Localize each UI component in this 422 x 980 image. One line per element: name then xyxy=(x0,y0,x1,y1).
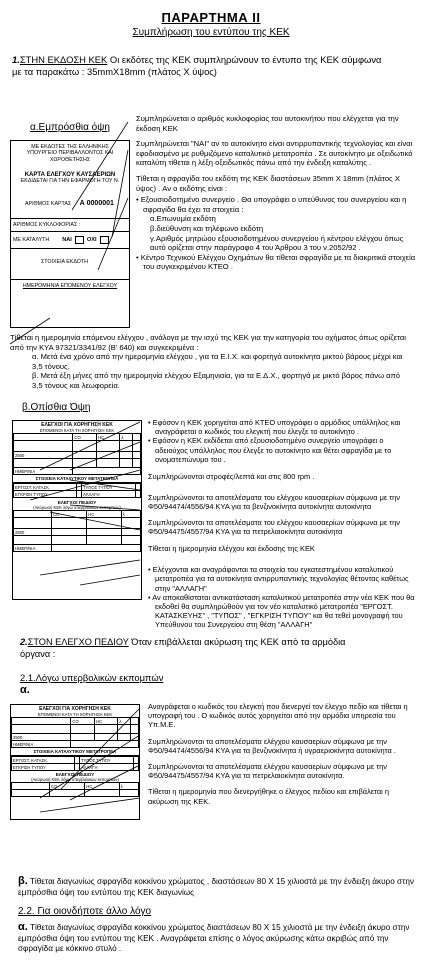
section1-number: 1. xyxy=(12,54,20,65)
back-cancel-note: (Ακύρωση ΚΕΚ λόγω υπερβολικών εκπομπών) xyxy=(33,505,121,510)
section1-heading: ΣΤΗΝ ΕΚΔΟΣΗ ΚΕΚ xyxy=(19,54,108,65)
back-note-rpm: Συμπληρώνονται στροφές/λεπτά και στις 800 rpm . xyxy=(148,472,315,482)
sub2-a-number: α. xyxy=(18,921,28,933)
card-catalyst-label: ΜΕ ΚΑΤΑΛΥΤΗ xyxy=(13,236,50,243)
front-note-stamp: Τίθεται η σφραγίδα του εκδότη της ΚΕΚ διαστάσεων 35mm Χ 18mm (πλάτος Χ ύψος) . Αν ο εκδότης είναι : xyxy=(136,173,400,193)
card-title: ΚΑΡΤΑ ΕΛΕΓΧΟΥ ΚΑΥΣΑΕΡΙΩΝ xyxy=(24,172,116,179)
section1-intro-line2: με τα παρακάτω : 35mmX18mm (πλάτος Χ ύψος) xyxy=(12,66,217,77)
issuer-bullet-kteo: • Κέντρο Τεχνικού Ελέγχου Οχημάτων θα τίθεται σφραγίδα με τα διακριτικά στοιχεία του συγκεκριμένου ΚΤΕΟ . xyxy=(136,252,416,272)
back-cat-header: ΣΤΟΙΧΕΙΑ ΚΑΤΑΛΥΤΙΚΟΥ ΜΕΤΑΤΡΟΠΕΑ xyxy=(13,475,141,483)
front-view-label: α.Εμπρόσθια όψη xyxy=(30,122,110,133)
col-co: CO xyxy=(73,434,97,441)
back-table-top xyxy=(13,433,141,475)
card-yes: ΝΑΙ xyxy=(62,237,72,244)
card-number-label: ΑΡΙΘΜΟΣ ΚΑΡΤΑΣ xyxy=(25,200,72,207)
kek-back-card xyxy=(12,420,142,600)
field-table-bottom: CO HC λ xyxy=(11,782,139,797)
section2-number: 2. xyxy=(20,637,28,647)
front-note-catalyst: Συμπληρώνεται "ΝΑΙ" αν το αυτοκίνητο είναι αντιρρυπαντικής τεχνολογίας και είναι εφοδιασμένο με ρυθμιζόμενο καταλυτικό μετατροπέα . Σε αυτοκίνητο με οξειδωτικό καταλύτη τίθεται η λέξη οξειδωτικός πάνω από την ένδειξη καταλύτης . xyxy=(136,139,413,168)
issuer-bullet-workshop: • Εξουσιοδοτημένο συνεργείο . Θα υπογράφει ο υπεύθυνος του συνεργείου και η σφραγίδα θα έχει τα στοιχεία : xyxy=(136,195,407,214)
back-field-header: ΕΛΕΓΧΟΙ ΠΕΔΙΟΥ xyxy=(57,500,97,505)
card-no-box xyxy=(100,236,109,244)
back-table-field: CO HC λ 2500 ΗΜΕΡ/ΝΙΑ xyxy=(13,510,141,552)
back-note-kteo: • Εφόσον η ΚΕΚ χορηγείται από ΚΤΕΟ υπογράφει ο αρμόδιος υπάλληλος και αναγράφεται ο κωδικός του ελεγκτή που έλεγξε το αυτοκίνητο . xyxy=(148,418,401,437)
section2-intro-rest: Όταν επιβάλλεται ακύρωση της ΚΕΚ από τα αρμόδια xyxy=(128,637,346,647)
next-check-box xyxy=(10,333,412,391)
sub1-b-text: Τίθεται διαγωνίως σφραγίδα κοκκίνου χρώματος , διαστάσεων 80 Χ 15 χιλιοστά με την ένδειξη άκυρο στην εμπρόσθια όψη του εντύπου της ΚΕΚ διαγωνίως xyxy=(18,877,414,897)
card-next-date: ΗΜΕΡΟΜΗΝΙΑ ΕΠΟΜΕΝΟΥ ΕΛΕΓΧΟΥ xyxy=(22,283,118,290)
sub1-a-label: α. xyxy=(20,684,30,696)
field-note-inspector: Αναγράφεται ο κωδικός του ελεγκτή που διενεργεί τον έλεγχο πεδίο και τίθεται η υπογραφή του . Ο κωδικός αυτός χορηγείται από την αρμόδια υπηρεσία του Υπ.Μ.Ε. xyxy=(148,702,408,730)
sub2-a xyxy=(18,922,416,955)
page-title: ΠΑΡΑΡΤΗΜΑ ΙΙ xyxy=(161,10,261,25)
field-table-cat: ΕΡΓΟΣΤ. ΚΑΤΑΣΚ. ΤΥΠΟΣ ΤΥΠΟΥ ΕΓΚΡΙΣΗ ΤΥΠΟΥ ΑΛΛΑΓΗ xyxy=(11,756,139,771)
card-issuer-data: ΣΤΟΙΧΕΙΑ ΕΚΔΟΤΗ xyxy=(41,259,88,266)
back-factory: ΕΡΓΟΣΤ. ΚΑΤΑΣΚ. xyxy=(14,484,77,491)
sub1-b-number: β. xyxy=(18,875,28,887)
back-header2: ΕΠΟΜΕΝΟΙ ΚΑΤΑ ΤΗ ΧΟΡΗΓΗΣΗ ΚΕΚ xyxy=(39,428,115,433)
section2-heading: ΣΤΟΝ ΕΛΕΓΧΟ ΠΕΔΙΟΥ xyxy=(27,637,129,647)
back-note-change2: • Αν αποκαθίσταται αντικατάσταση καταλυτικού μετατροπέα στην νέα ΚΕΚ που θα εκδοθεί θα συμπληρώθούν για τον νέο καταλυτικό μετατροπέα "ΕΡΓΟΣΤ. ΚΑΤΑΣΚΕΥΗΣ" , "ΤΥΠΟΣ" , "ΕΓΚΡΙΣΗ ΤΥΠΟΥ" και θα τεθεί μονογραφή του Υπεύθυνου του Συνεργείου στη θέση "ΑΛΛΑΓΗ" xyxy=(148,592,415,630)
field-notes xyxy=(148,702,416,806)
sub2-a-text: Τίθεται διαγωνίως σφραγίδα κοκκίνου χρώματος διαστάσεων 80 Χ 15 χιλιοστά με την ένδειξη άκυρο στην εμπρόσθια όψη του εντύπου της ΚΕΚ . Αναγράφεται επίσης ο λόγος ακύρωσης κάτω ακριβώς από την σφραγίδα με κόκκινο στυλό . xyxy=(18,923,410,953)
back-rpm: 2500 xyxy=(14,452,73,459)
card-subtitle: ΕΚΔΙΔΕΤΑΙ ΓΙΑ ΤΗΝ ΕΦΑΡΜΟΓΗ ΤΟΥ Ν. xyxy=(20,178,120,185)
section1-intro xyxy=(12,54,414,78)
kek-front-card xyxy=(10,140,130,328)
issuer-sub-a: α.Επωνυμία εκδότη xyxy=(150,214,216,224)
back-approval: ΕΓΚΡΙΣΗ ΤΥΠΟΥ xyxy=(14,491,77,498)
card-issuer: ΜΕ ΕΚΔΟΤΕΣ ΤΗΣ ΕΛΛΗΝΙΚΗΣ xyxy=(31,144,109,150)
back-note-petrol: Συμπληρώνονται τα αποτελέσματα του ελέγχου καυσαερίων σύμφωνα με την Φ50/94474/4556/94 ΚΥΑ για τα βενζινοκίνητα αυτοκίνητα αυτοκίνητα xyxy=(148,493,400,512)
card-plate-label: ΑΡΙΘΜΟΣ ΚΥΚΛΟΦΟΡΙΑΣ : xyxy=(13,221,81,228)
front-note-plate: Συμπληρώνεται ο αριθμός κυκλοφορίας του αυτοκινήτου που ελέγχεται για την έκδοση ΚΕΚ xyxy=(136,114,399,133)
back-change: ΑΛΛΑΓΗ xyxy=(81,491,135,498)
col-lambda: λ xyxy=(120,434,133,441)
back-note-workshop: • Εφόσον η ΚΕΚ εκδίδεται από εξουσιοδοτημένο συνεργείο υπογράφει ο αδειούχος υπάλληλος που έλεγξε το αυτοκίνητο και θέτει σφραγίδα με το ονοματεπώνυμο του . xyxy=(148,436,392,464)
back-header1: ΕΛΕΓΧΟΙ ΓΙΑ ΧΟΡΗΓΗΣΗ ΚΕΚ xyxy=(41,422,113,428)
field-note-diesel: Συμπληρώνονται τα αποτελέσματα ελέγχου καυσαερίων σύμφωνα με την Φ50/94475/4557/94 ΚΥΑ για τα πετρελαιοκίνητα αυτοκίνητα. xyxy=(148,762,387,781)
col-hc: HC xyxy=(97,434,120,441)
back-date-label: ΗΜΕΡ/ΝΙΑ xyxy=(14,468,73,475)
back-note-date: Τίθεται η ημερομηνία ελέγχου και έκδοσης της ΚΕΚ xyxy=(148,544,315,554)
front-notes xyxy=(136,114,416,272)
issuer-sub-b: β.διεύθυνση και τηλέφωνο εκδότη xyxy=(150,223,264,233)
issuer-sub-c: γ.Αριθμός μητρώου εξουσιοδοτημένου συνεργείου ή κέντρου ελέγχου όπως αυτό ορίζεται στην παράγραφο 4 του Άρθρου 3 του ν.2052/92 . xyxy=(150,233,404,253)
section1-intro-line1: Οι εκδότες της ΚΕΚ συμπληρώνουν το έντυπο της ΚΕΚ σύμφωνα xyxy=(109,54,382,65)
card-number: Α 0000001 xyxy=(79,199,114,207)
sub1-b xyxy=(18,876,416,898)
section2-intro xyxy=(20,636,416,660)
kek-field-card: ΕΛΕΓΧΟΙ ΓΙΑ ΧΟΡΗΓΗΣΗ ΚΕΚ ΕΠΟΜΕΝΟΙ ΚΑΤΑ ΤΗ ΧΟΡΗΓΗΣΗ ΚΕΚ CO HC λ 2500 ΗΜΕΡ/ΝΙΑ ΣΤΟΙΧΕΙΑ ΚΑΤΑΛΥΤΙΚΟΥ ΜΕΤΑΤΡΟΠΕΑ ΕΡΓΟΣΤ. ΚΑΤΑΣΚ. ΤΥΠΟΣ ΤΥΠΟΥ ΕΓΚΡΙΣΗ ΤΥΠΟΥ ΑΛΛΑΓΗ ΕΛΕΓΧΟΙ ΠΕΔΙΟΥ (Ακύρωση ΚΕΚ λόγω υπερβολικών εκπομπών) CO HC λ xyxy=(10,704,140,820)
back-note-diesel: Συμπληρώνονται τα αποτελέσματα του ελέγχου καυσαερίων σύμφωνα με την Φ50/94475/4557/94 ΚΥΑ για τα πετρελαιοκίνητα αυτοκίνητα xyxy=(148,517,400,536)
card-yes-box xyxy=(75,236,84,244)
card-no: ΟΧΙ xyxy=(86,237,97,244)
sub2-heading: 2.2. Για οιονδήποτε άλλο λόγο xyxy=(18,906,152,917)
field-note-petrol: Συμπληρώνονται τα αποτελέσματα ελέγχου καυσαερίων σύμφωνα με την Φ50/94474/4556/94 ΚΥΑ για τα βενζινοκίνητα ή υγραεριοκίνητα αυτοκίνητα . xyxy=(148,736,396,755)
back-notes xyxy=(148,418,416,630)
field-note-date: Τίθεται η ημερομηνία που διενεργήθηκε ο έλεγχος πεδίου και επιβάλεται η ακύρωση της ΚΕΚ. xyxy=(148,787,389,806)
sub1-heading: 2.1.Λόγω υπερβολικών εκπομπών xyxy=(20,672,164,683)
next-check-text: Τίθεται η ημερομηνία επόμενου ελέγχου , ανάλογα με την ισχύ της ΚΕΚ για την κατηγορία του οχήματος όπως ορίζεται από την ΚΥΑ 97321/3341/92 (Β' 640) και συγκεκριμένα : xyxy=(10,333,406,352)
back-table-cat xyxy=(13,483,141,498)
section2-intro-line2: όργανα : xyxy=(20,649,56,659)
page-subtitle: Συμπλήρωση του εντύπου της ΚΕΚ xyxy=(132,27,290,38)
next-check-a: α. Μετά ένα χρόνο από την ημερομηνία ελέγχου , για τα Ε.Ι.Χ. και φορτηγά αυτοκίνητα μικτού βάρους μέχρι και 3,5 τόνους. xyxy=(32,352,403,371)
back-view-label: β.Οπίσθια Όψη xyxy=(22,402,91,413)
field-table-top: CO HC λ 2500 ΗΜΕΡ/ΝΙΑ xyxy=(11,717,139,748)
back-type: ΤΥΠΟΣ ΤΥΠΟΥ xyxy=(81,484,135,491)
next-check-b: β. Μετά έξη μήνες από την ημερομηνία ελέγχου Εξαμηνιαία, για τα Ε.Δ.Χ., φορτηγά με μικτό βάρος πάνω από 3,5 τόνους και λεωφορεία. xyxy=(32,371,400,390)
card-ministry: ΥΠΟΥΡΓΕΙΟ ΠΕΡΙΒΑΛΛΟΝΤΟΣ ΚΑΙ ΧΩΡΟΘΕΤΗΣΗΣ xyxy=(26,150,114,163)
back-note-change1: • Ελέγχονται και αναγράφονται τα στοιχεία του εγκατεστημένου καταλυτικού μετατροπέα για τα αυτοκίνητα αντιρρυπαντικής τεχνολογίας θέτοντας καθέτως στην "ΑΛΛΑΓΗ" xyxy=(148,565,409,593)
